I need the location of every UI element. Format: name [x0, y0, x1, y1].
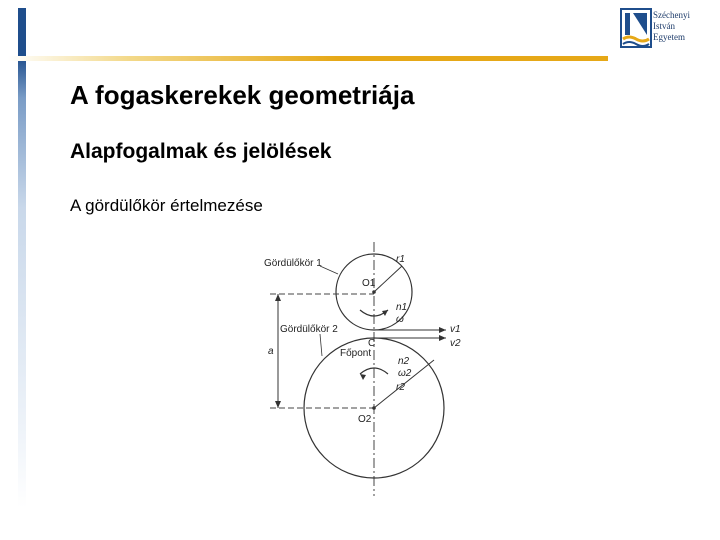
- center-distance-label: a: [268, 346, 274, 357]
- logo-line: Egyetem: [653, 32, 685, 42]
- diagram-canvas: [250, 238, 480, 498]
- velocity-2-label: v2: [450, 338, 461, 349]
- pitch-circle-2-leader: [320, 334, 322, 356]
- center-1-label: O1: [362, 278, 376, 289]
- slide-subtitle: Alapfogalmak és jelölések: [70, 140, 332, 163]
- radius-1-label: r1: [396, 254, 405, 265]
- logo-line: Széchenyi: [653, 10, 690, 20]
- dimension-arrow-bottom: [275, 401, 281, 408]
- pitch-circle-1-label: Gördülőkör 1: [264, 258, 322, 269]
- speed-1-label: n1: [396, 302, 408, 313]
- header-divider: [8, 56, 608, 61]
- center-1-dot: [372, 290, 376, 294]
- omega-1-label: ω: [396, 314, 404, 325]
- university-name: [653, 10, 713, 43]
- speed-2-label: n2: [398, 356, 410, 367]
- center-2-dot: [372, 406, 376, 410]
- pitch-circle-1-leader: [320, 266, 338, 274]
- pitch-circle-2-label: Gördülőkör 2: [280, 324, 338, 335]
- university-logo: [620, 8, 712, 58]
- logo-line: István: [653, 21, 675, 31]
- velocity-1-label: v1: [450, 324, 461, 335]
- pitch-point-label: Főpont: [340, 348, 372, 359]
- velocity-1-arrowhead: [439, 327, 446, 333]
- omega-2-label: ω2: [398, 368, 412, 379]
- university-logo-icon: [620, 8, 652, 48]
- rotation-arrow-2-head: [360, 374, 366, 380]
- left-accent-bar: [18, 8, 26, 508]
- slide-title: A fogaskerekek geometriája: [70, 80, 415, 110]
- center-2-label: O2: [358, 414, 372, 425]
- figure-caption: A gördülőkör értelmezése: [70, 196, 263, 215]
- dimension-arrow-top: [275, 294, 281, 301]
- gear-pitch-circle-diagram: [250, 238, 480, 498]
- velocity-2-arrowhead: [439, 335, 446, 341]
- radius-2-label: r2: [396, 382, 405, 393]
- point-c-label: C: [368, 338, 376, 349]
- radius-1-line: [374, 266, 402, 292]
